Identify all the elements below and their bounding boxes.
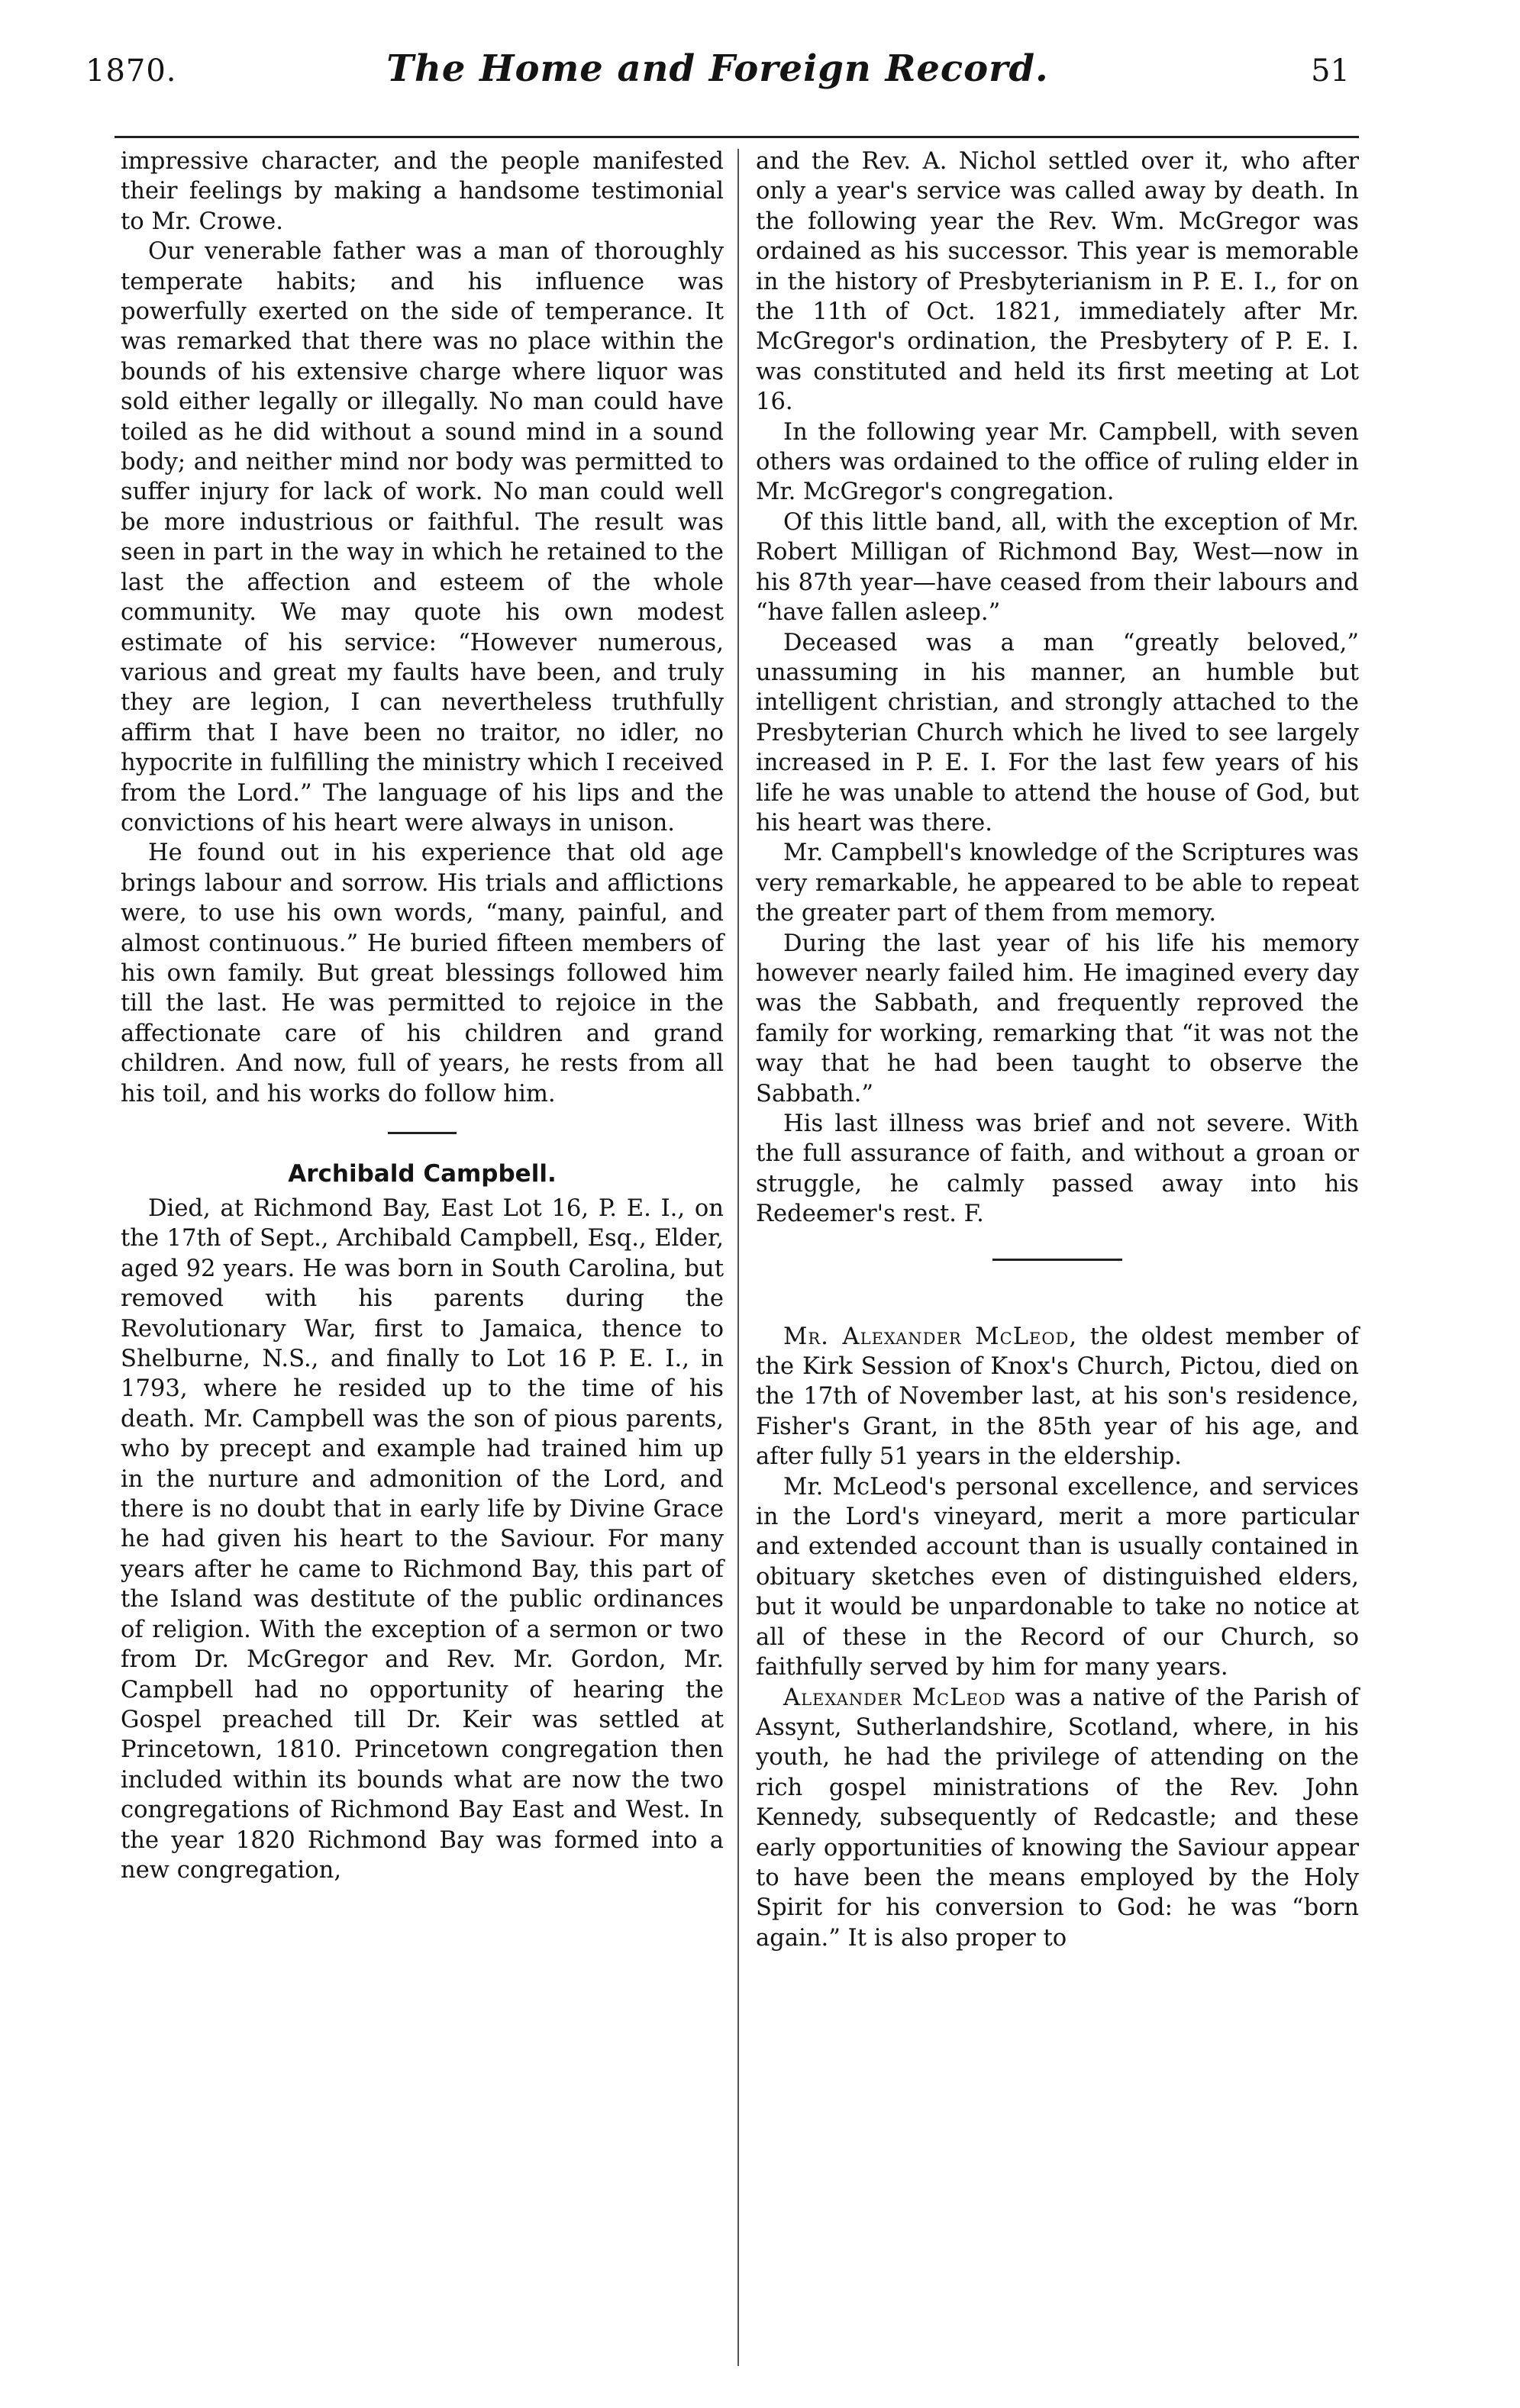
header-rule — [115, 136, 1359, 138]
section-divider — [388, 1132, 457, 1134]
paragraph: impressive character, and the people manifested their feelings by making a handsome testimonial to Mr. Crowe. — [121, 148, 724, 235]
paragraph: Our venerable father was a man of thoroughly temperate habits; and his influence was powerfully exerted on the side of temperance. It was remarked that there was no place within the bounds of his extensive charge where liquor was sold either legally or illegally. No man could have toiled as he did without a sound mind in a sound body; and neither mind nor body was permitted to suffer injury for lack of work. No man could well be more industrious or faithful. The result was seen in part in the way in which he retained to the last the affection and esteem of the whole community. We may quote his own modest estimate of his service: “However numerous, various and great my faults have been, and truly they are legion, I can nevertheless truthfully affirm that I have been no traitor, no idler, no hypocrite in fulfilling the ministry which I received from the Lord.” The language of his lips and the convictions of his heart were always in unison. — [121, 238, 724, 837]
paragraph: Mr. McLeod's personal excellence, and services in the Lord's vineyard, merit a more particular and extended account than is usually contained in obituary sketches even of distinguished elders, but it would be unpardonable to take no notice at all of these in the Record of our Church, so faithfully served by him for many years. — [756, 1473, 1359, 1681]
paragraph-text: was a native of the Parish of Assynt, Sutherlandshire, Scotland, where, in his youth, he had the privilege of attending on the rich gospel ministrations of the Rev. John Kennedy, subsequently of Redcastle; and these early opportunities of knowing the Saviour appear to have been the means employed by the Holy Spirit for his conversion to God: he was “born again.” It is also proper to — [756, 1684, 1359, 1952]
left-column — [121, 147, 724, 1885]
person-name: Mr. Alexander McLeod, — [783, 1323, 1078, 1350]
header-title: The Home and Foreign Record. — [386, 47, 1049, 90]
paragraph: His last illness was brief and not severe. With the full assurance of faith, and without a groan or struggle, he calmly passed away into his Redeemer's rest. F. — [756, 1111, 1359, 1228]
right-column — [756, 147, 1359, 1953]
paragraph: and the Rev. A. Nichol settled over it, who after only a year's service was called away by death. In the following year the Rev. Wm. McGregor was ordained as his successor. This year is memorable in the history of Presbyterianism in P. E. I., for on the 11th of Oct. 1821, immediately after Mr. McGregor's ordination, the Presbytery of P. E. I. was constituted and held its first meeting at Lot 16. — [756, 148, 1359, 416]
paragraph: During the last year of his life his memory however nearly failed him. He imagined every day was the Sabbath, and frequently reproved the family for working, remarking that “it was not the way that he had been taught to observe the Sabbath.” — [756, 930, 1359, 1107]
paragraph-text: the oldest member of the Kirk Session of Knox's Church, Pictou, died on the 17th of November last, at his son's residence, Fisher's Grant, in the 85th year of his age, and after fully 51 years in the eldership. — [756, 1323, 1359, 1471]
column-divider — [737, 149, 739, 2366]
paragraph — [756, 1683, 1359, 1954]
paragraph: Of this little band, all, with the exception of Mr. Robert Milligan of Richmond Bay, West—now in his 87th year—have ceased from their labours and “have fallen asleep.” — [756, 508, 1359, 627]
page-header — [76, 23, 1359, 92]
header-year: 1870. — [86, 53, 177, 89]
paragraph: Died, at Richmond Bay, East Lot 16, P. E. I., on the 17th of Sept., Archibald Campbell, Esq., Elder, aged 92 years. He was born in South Carolina, but removed with his parents during the Revolutionary War, first to Jamaica, thence to Shelburne, N.S., and finally to Lot 16 P. E. I., in 1793, where he resided up to the time of his death. Mr. Campbell was the son of pious parents, who by precept and example had trained him up in the nurture and admonition of the Lord, and there is no doubt that in early life by Divine Grace he had given his heart to the Saviour. For many years after he came to Richmond Bay, this part of the Island was destitute of the public ordinances of religion. With the exception of a sermon or two from Dr. McGregor and Rev. Mr. Gordon, Mr. Campbell had no opportunity of hearing the Gospel preached till Dr. Keir was settled at Princetown, 1810. Princetown congregation then included within its bounds what are now the two congregations of Richmond Bay East and West. In the year 1820 Richmond Bay was formed into a new congregation, — [121, 1195, 724, 1884]
paragraph — [756, 1322, 1359, 1472]
paragraph: Deceased was a man “greatly beloved,” unassuming in his manner, an humble but intelligent christian, and strongly attached to the Presbyterian Church which he lived to see largely increased in P. E. I. For the last few years of his life he was unable to attend the house of God, but his heart was there. — [756, 629, 1359, 837]
header-page-number: 51 — [1311, 53, 1350, 89]
section-divider — [992, 1259, 1122, 1261]
paragraph: Mr. Campbell's knowledge of the Scriptures was very remarkable, he appeared to be able to repeat the greater part of them from memory. — [756, 840, 1359, 927]
paragraph: He found out in his experience that old age brings labour and sorrow. His trials and afflictions were, to use his own words, “many, painful, and almost continuous.” He buried fifteen members of his own family. But great blessings followed him till the last. He was permitted to rejoice in the affectionate care of his children and grand children. And now, full of years, he rests from all his toil, and his works do follow him. — [121, 840, 724, 1107]
section-heading: Archibald Campbell. — [288, 1160, 557, 1188]
person-name: Alexander McLeod — [783, 1684, 1006, 1711]
paragraph: In the following year Mr. Campbell, with seven others was ordained to the office of ruling elder in Mr. McGregor's congregation. — [756, 418, 1359, 506]
